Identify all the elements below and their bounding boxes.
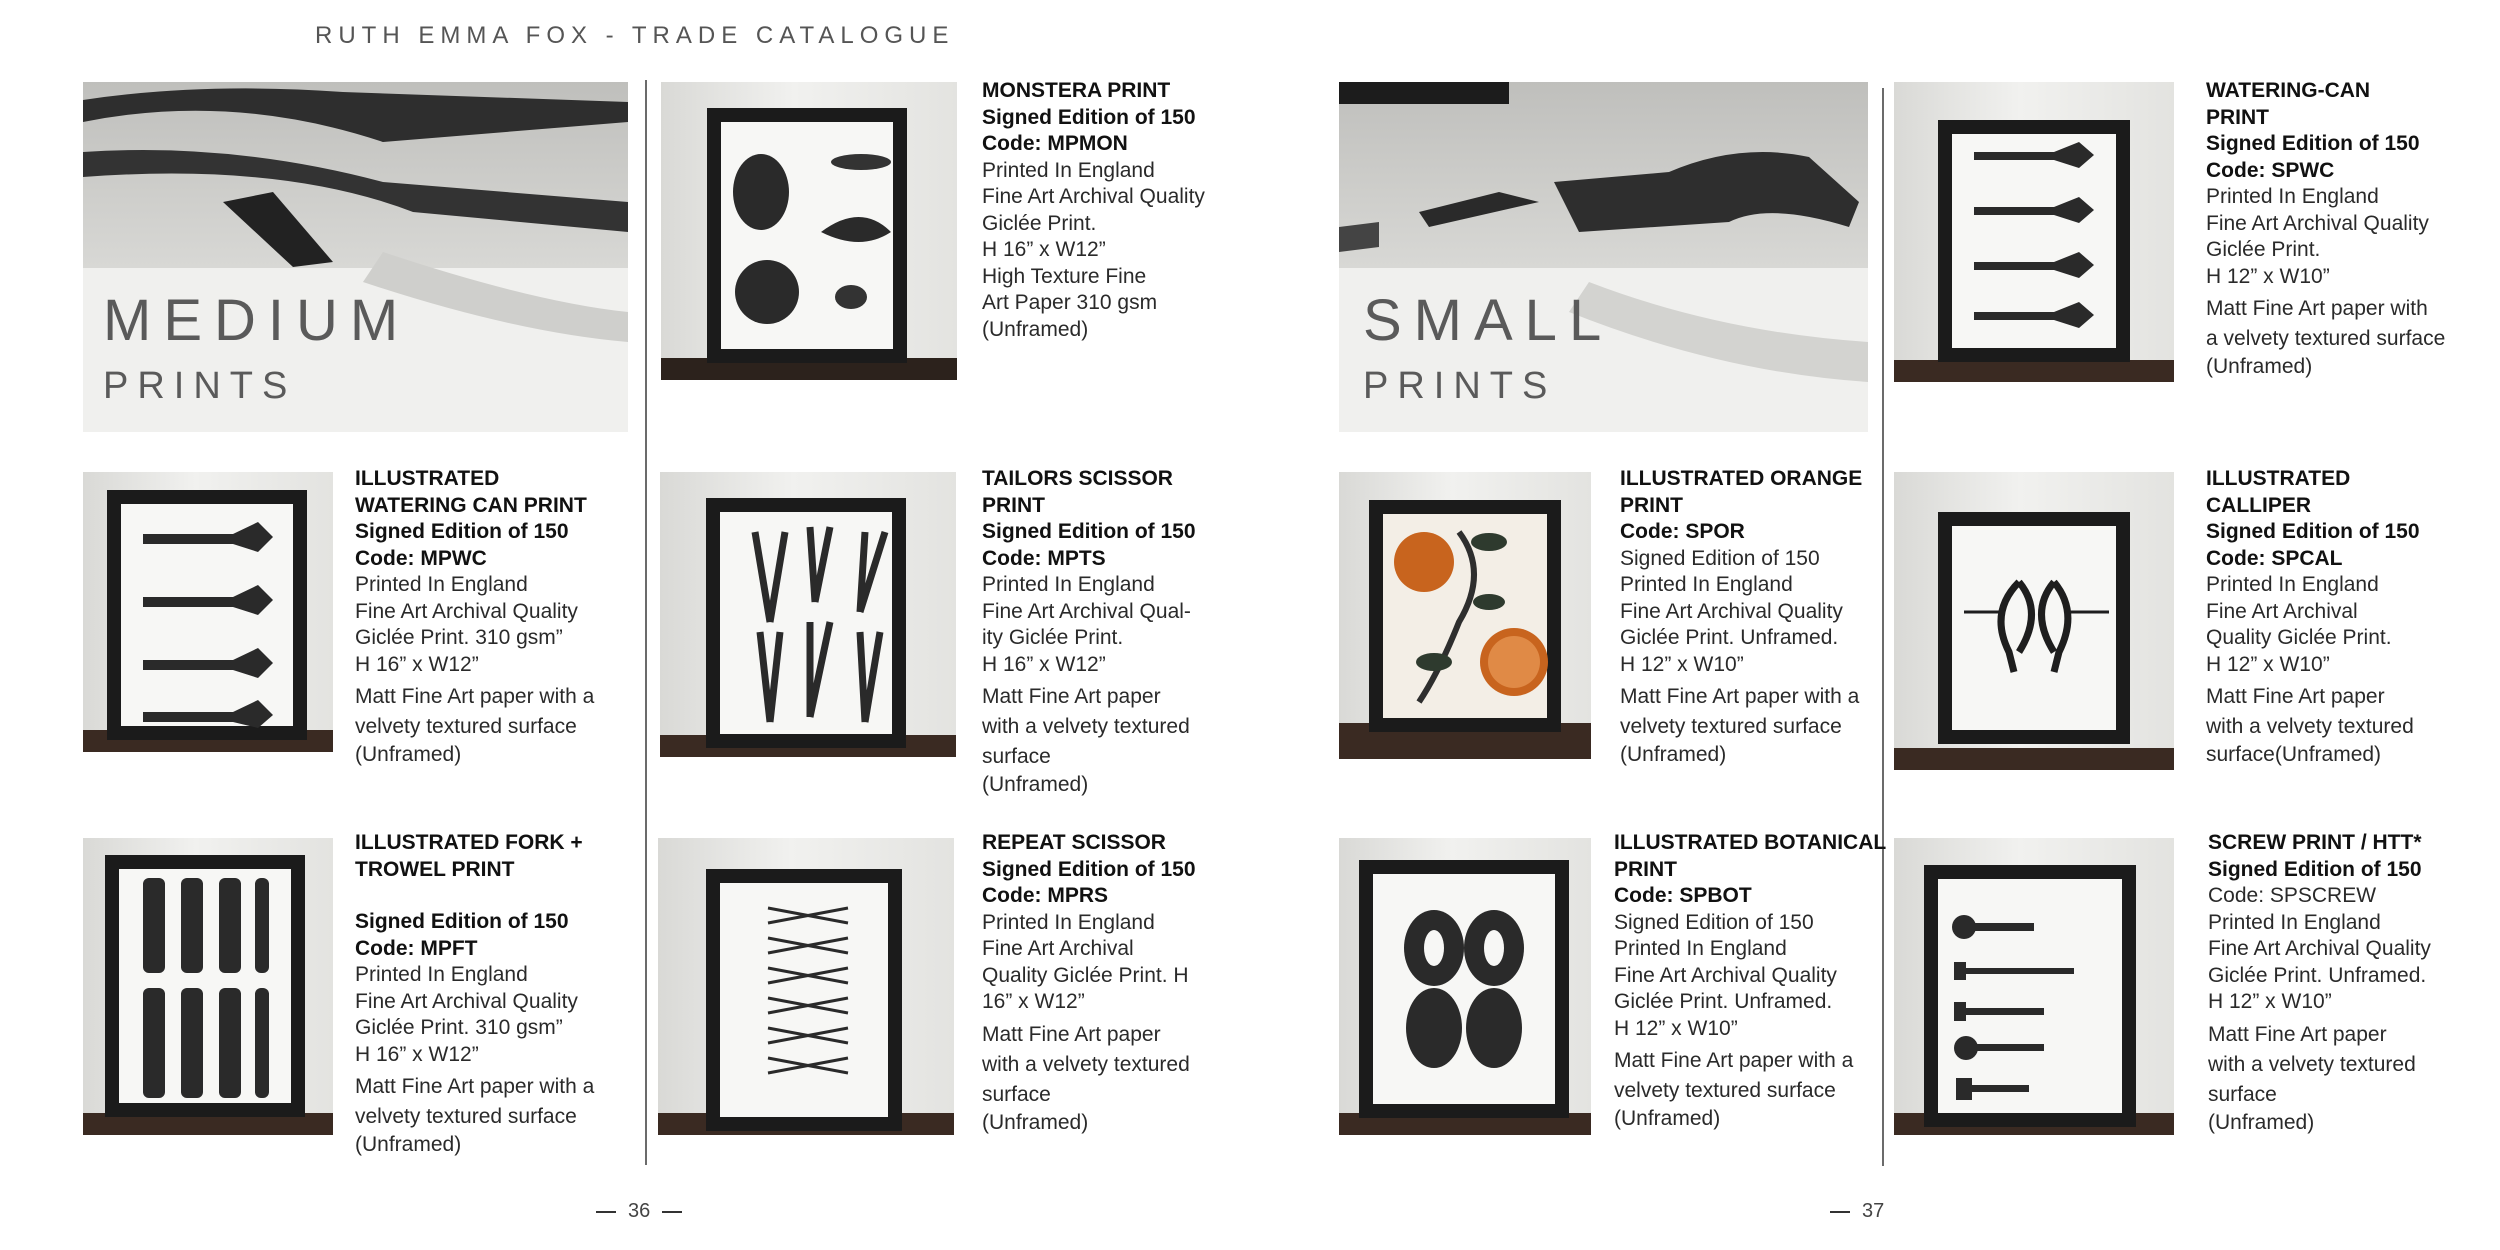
product-code: Code: SPWC	[2206, 158, 2335, 182]
spec-line: Fine Art Archival Quality	[355, 989, 578, 1013]
product-code: Code: SPSCREW	[2208, 884, 2377, 907]
spec-line: Fine Art Archival Quality	[2208, 937, 2431, 960]
paper-note: Matt Fine Art paper with a	[355, 685, 595, 708]
spec-line: Giclée Print. Unframed.	[1614, 990, 1833, 1013]
spec-line: Fine Art Archival Quality	[355, 599, 578, 623]
product-code: Code: MPWC	[355, 546, 487, 570]
product-title: WATERING-CAN	[2206, 79, 2371, 102]
screw-drawing	[1894, 838, 2174, 1135]
spec-line: Printed In England	[2206, 573, 2379, 596]
product-title: ILLUSTRATED	[2206, 467, 2351, 490]
spec-line: Printed In England	[2206, 185, 2379, 208]
dash-decoration	[596, 1211, 616, 1213]
spec-line: H 12” x W10”	[1620, 652, 1744, 676]
paper-note: (Unframed)	[2208, 1110, 2315, 1134]
medium-prints-banner	[83, 82, 628, 432]
spec-line: Fine Art Archival Qual-	[982, 599, 1191, 623]
product-title-cont: PRINT	[1620, 493, 1683, 517]
scissor-repeat-drawing	[658, 838, 954, 1135]
small-prints-banner	[1339, 82, 1868, 432]
product-title-cont: PRINT	[1614, 857, 1677, 881]
paper-note: Matt Fine Art paper with a	[1620, 685, 1860, 708]
paper-note: surface	[982, 745, 1051, 768]
product-edition: Signed Edition of 150	[982, 105, 1196, 129]
product-code: Code: MPTS	[982, 546, 1106, 570]
product-code: Code: MPFT	[355, 936, 478, 960]
paper-note: (Unframed)	[355, 743, 462, 766]
fork-trowel-photo	[83, 838, 333, 1135]
spec-line: Quality Giclée Print.	[2206, 626, 2392, 649]
spec-line: H 16” x W12”	[982, 652, 1106, 676]
product-title: SCREW PRINT / HTT*	[2208, 831, 2422, 854]
product-title: ILLUSTRATED FORK +	[355, 831, 583, 854]
product-edition: Signed Edition of 150	[2206, 520, 2420, 543]
watering-can-medium-description	[355, 466, 594, 769]
page-number-right	[1818, 1200, 1884, 1223]
tailors-scissor-photo	[660, 472, 956, 757]
paper-note: with a velvety textured	[982, 715, 1190, 738]
paper-note: surface	[2208, 1082, 2277, 1106]
spec-line: Printed In England	[355, 963, 528, 986]
paper-note: velvety textured surface	[1620, 715, 1842, 738]
spec-line: Fine Art Archival Quality	[2206, 211, 2429, 235]
paper-note: surface	[982, 1082, 1051, 1106]
paper-note: with a velvety textured	[2208, 1052, 2416, 1076]
paper-note: (Unframed)	[982, 773, 1089, 796]
watering-can-small-photo	[1894, 82, 2174, 382]
paper-note: a velvety textured surface	[2206, 327, 2446, 350]
spec-line: Signed Edition of 150	[1614, 910, 1814, 934]
spec-line: Fine Art Archival Quality	[1614, 963, 1837, 987]
product-title-cont: PRINT	[982, 493, 1045, 517]
banner-subtitle: PRINTS	[1363, 365, 1557, 407]
spec-line: Art Paper 310 gsm	[982, 291, 1158, 314]
page-number-value: 37	[1862, 1200, 1885, 1222]
product-title: REPEAT SCISSOR	[982, 831, 1166, 854]
spec-line: High Texture Fine	[982, 264, 1147, 288]
paper-note: velvety textured surface	[1614, 1079, 1836, 1102]
spec-line: Fine Art Archival Quality	[982, 185, 1205, 208]
spec-line: Giclée Print. 310 gsm”	[355, 1016, 563, 1039]
paper-note: (Unframed)	[355, 1133, 462, 1156]
product-edition: Signed Edition of 150	[982, 857, 1196, 881]
calliper-print-photo	[1894, 472, 2174, 770]
product-title-cont: WATERING CAN PRINT	[355, 493, 587, 517]
product-title-cont: CALLIPER	[2206, 493, 2311, 517]
botanical-description	[1614, 830, 1886, 1133]
spec-line: Giclée Print.	[982, 211, 1097, 235]
spec-line: 16” x W12”	[982, 990, 1085, 1013]
paper-note: Matt Fine Art paper with a	[1614, 1049, 1854, 1072]
spec-line: Fine Art Archival	[2206, 599, 2358, 623]
catalogue-header: RUTH EMMA FOX - TRADE CATALOGUE	[315, 22, 955, 49]
spec-line: H 12” x W10”	[2208, 990, 2332, 1013]
calliper-drawing	[1894, 472, 2174, 770]
spec-line: Printed In England	[355, 573, 528, 596]
product-title: ILLUSTRATED BOTANICAL	[1614, 831, 1887, 854]
watering-can-small-description	[2206, 78, 2445, 381]
product-title-cont: PRINT	[2206, 105, 2269, 129]
spec-line: Printed In England	[1620, 573, 1793, 596]
product-edition: Signed Edition of 150	[355, 520, 569, 543]
product-code: Code: MPMON	[982, 132, 1128, 155]
scissor-drawing	[660, 472, 956, 757]
product-edition: Signed Edition of 150	[2208, 857, 2422, 881]
calliper-description	[2206, 466, 2420, 769]
spec-line: Fine Art Archival	[982, 937, 1134, 960]
product-edition: Signed Edition of 150	[355, 910, 569, 933]
spec-line: H 12” x W10”	[2206, 264, 2330, 288]
product-code: Code: SPOR	[1620, 520, 1745, 543]
page-divider-left	[645, 80, 647, 1165]
banner-subtitle: PRINTS	[103, 365, 297, 407]
product-edition: Signed Edition of 150	[2206, 132, 2420, 155]
tailors-scissor-description	[982, 466, 1196, 799]
paper-note: Matt Fine Art paper with	[2206, 297, 2428, 320]
page-number-value: 36	[628, 1200, 651, 1222]
product-code: Code: SPCAL	[2206, 546, 2343, 570]
spec-line: H 12” x W10”	[1614, 1016, 1738, 1040]
spec-line: H 16” x W12”	[355, 652, 479, 676]
page-number-left	[584, 1200, 694, 1223]
spec-line: Printed In England	[982, 910, 1155, 934]
spec-line: Printed In England	[2208, 910, 2381, 934]
product-title: MONSTERA PRINT	[982, 79, 1171, 102]
product-title: TAILORS SCISSOR	[982, 467, 1173, 490]
product-title: ILLUSTRATED ORANGE	[1620, 467, 1863, 490]
product-code: Code: MPRS	[982, 884, 1108, 907]
paper-note: Matt Fine Art paper with a	[355, 1075, 595, 1098]
spec-line: Quality Giclée Print. H	[982, 963, 1189, 987]
screw-print-photo	[1894, 838, 2174, 1135]
paper-note: (Unframed)	[2206, 355, 2313, 378]
spec-line: Giclée Print. Unframed.	[2208, 963, 2427, 987]
paper-note: Matt Fine Art paper	[982, 685, 1161, 708]
dash-decoration	[1830, 1211, 1850, 1213]
paper-note: (Unframed)	[1614, 1107, 1721, 1130]
paper-note: Matt Fine Art paper	[2208, 1022, 2387, 1046]
product-code: Code: SPBOT	[1614, 884, 1752, 907]
dash-decoration	[662, 1211, 682, 1213]
product-title: ILLUSTRATED	[355, 467, 500, 490]
orange-description	[1620, 466, 1862, 769]
spec-line: Printed In England	[982, 158, 1155, 182]
spec-line: Giclée Print. 310 gsm”	[355, 626, 563, 649]
paper-note: (Unframed)	[982, 1110, 1089, 1134]
paper-note: Matt Fine Art paper	[2206, 685, 2385, 708]
product-edition: Signed Edition of 150	[982, 520, 1196, 543]
spec-line: Signed Edition of 150	[1620, 546, 1820, 570]
spec-line: Giclée Print.	[2206, 238, 2321, 261]
spec-line: (Unframed)	[982, 317, 1089, 341]
paper-note: velvety textured surface	[355, 1105, 577, 1128]
spec-line: ity Giclée Print.	[982, 626, 1124, 649]
screw-description	[2208, 830, 2431, 1136]
paper-note: Matt Fine Art paper	[982, 1022, 1161, 1046]
spec-line: Giclée Print. Unframed.	[1620, 626, 1839, 649]
spec-line: Printed In England	[1614, 937, 1787, 960]
spec-line: Printed In England	[982, 573, 1155, 596]
spec-line: H 12” x W10”	[2206, 652, 2330, 676]
orange-illustration	[1339, 472, 1591, 759]
monstera-description	[982, 78, 1205, 343]
paper-note: (Unframed)	[1620, 743, 1727, 766]
spec-line: H 16” x W12”	[982, 238, 1106, 261]
watering-can-medium-photo	[83, 472, 333, 752]
repeat-scissor-photo	[658, 838, 954, 1135]
product-title-cont: TROWEL PRINT	[355, 857, 515, 881]
spec-line: H 16” x W12”	[355, 1042, 479, 1066]
paper-note: velvety textured surface	[355, 715, 577, 738]
orange-print-photo	[1339, 472, 1591, 759]
botanical-illustration	[1339, 838, 1591, 1135]
paper-note: with a velvety textured	[2206, 715, 2414, 738]
paper-note: with a velvety textured	[982, 1052, 1190, 1076]
banner-title: SMALL	[1363, 288, 1614, 353]
spec-line: Fine Art Archival Quality	[1620, 599, 1843, 623]
monstera-print-photo	[661, 82, 957, 380]
repeat-scissor-description	[982, 830, 1196, 1136]
banner-title: MEDIUM	[103, 288, 411, 353]
paper-note: surface(Unframed)	[2206, 743, 2382, 766]
fork-trowel-description	[355, 830, 594, 1159]
botanical-print-photo	[1339, 838, 1591, 1135]
